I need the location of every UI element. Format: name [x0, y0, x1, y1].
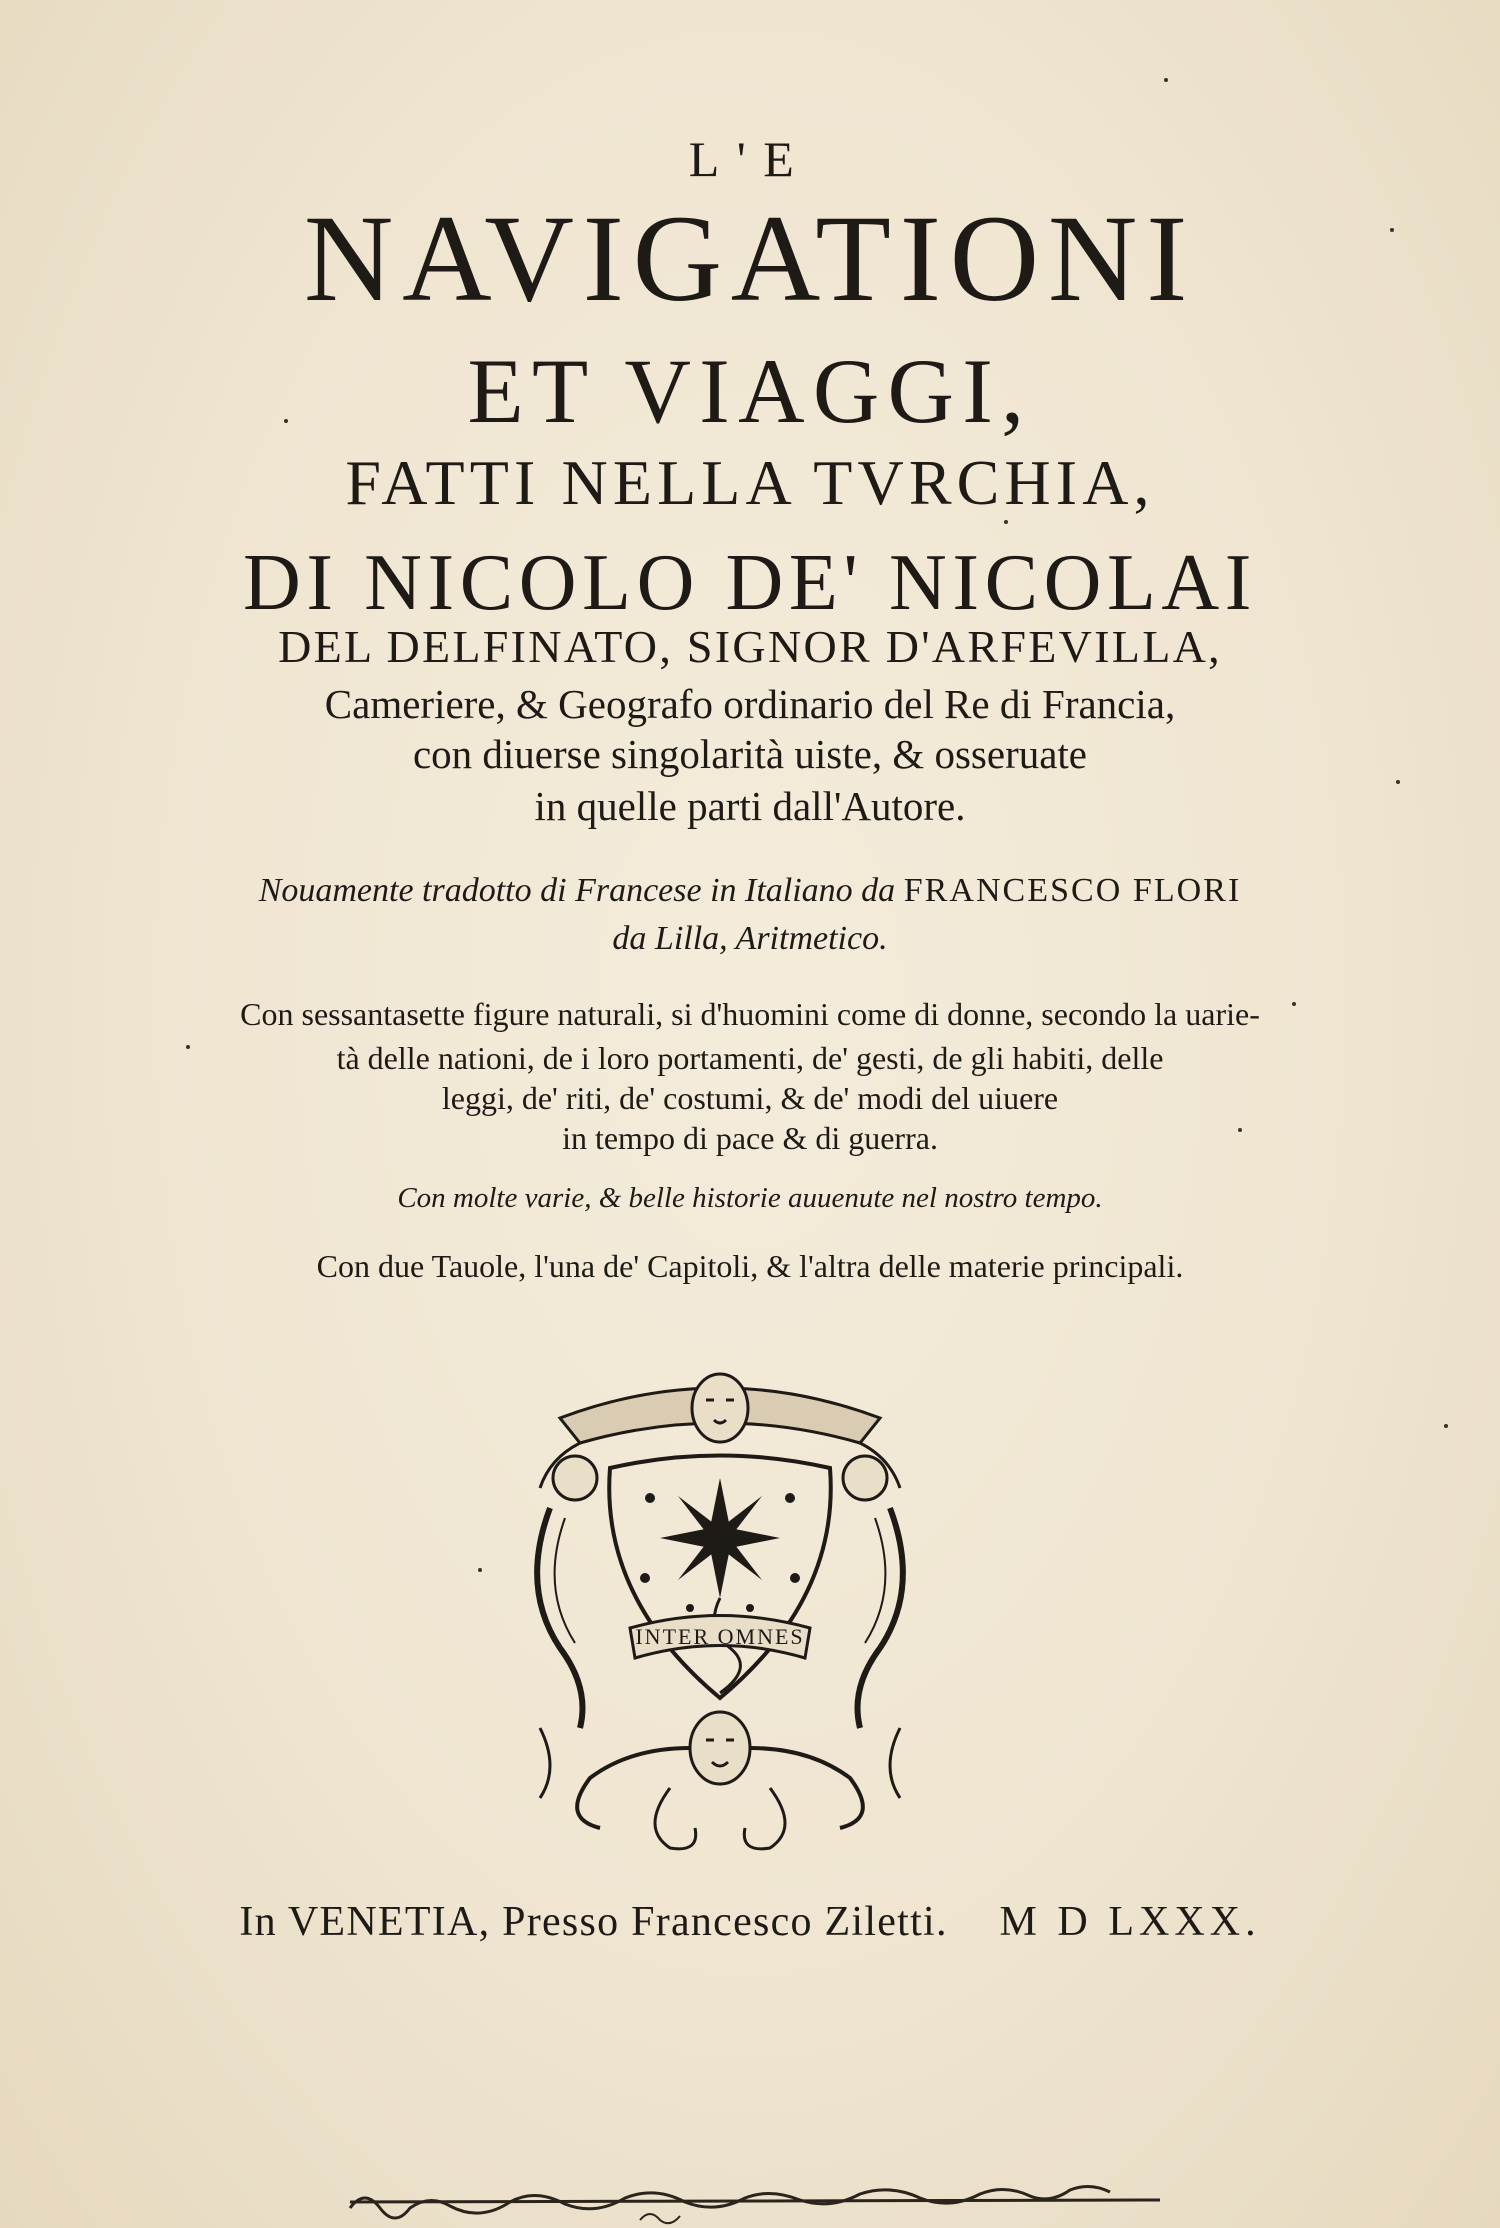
historie-line: Con molte varie, & belle historie auuenute nel nostro tempo. [397, 1182, 1103, 1214]
title-viaggi: ET VIAGGI, [467, 340, 1033, 442]
translator-italic: Nouamente tradotto di Francese in Italiano da [258, 872, 896, 909]
handwritten-signature-icon [340, 2180, 1170, 2228]
printers-mark-icon [520, 1348, 920, 1858]
figures-line-4: in tempo di pace & di guerra. [562, 1120, 938, 1156]
title-article: L'E [688, 131, 812, 187]
translator-line-2: da Lilla, Aritmetico. [612, 920, 888, 957]
title-fatti: FATTI NELLA TVRCHIA, [345, 447, 1155, 518]
svg-text:INTER OMNES: INTER OMNES [635, 1624, 805, 1649]
title-main: NAVIGATIONI [303, 190, 1197, 327]
author-origin: DEL DELFINATO, SIGNOR D'ARFEVILLA, [278, 621, 1222, 672]
translator-name: FRANCESCO FLORI [903, 872, 1242, 909]
figures-line-2: tà delle nationi, de i loro portamenti, de' gesti, de gli habiti, delle [336, 1040, 1164, 1076]
imprint-year: M D LXXX. [999, 1899, 1261, 1945]
author-title: Cameriere, & Geografo ordinario del Re di Francia, [324, 681, 1176, 727]
imprint-place: In VENETIA, [239, 1899, 491, 1945]
subtitle-line-2: in quelle parti dall'Autore. [534, 783, 966, 829]
tauole-line: Con due Tauole, l'una de' Capitoli, & l'altra delle materie principali. [316, 1248, 1184, 1284]
imprint-printer: Presso Francesco Ziletti. [502, 1899, 948, 1945]
figures-line-1: Con sessantasette figure naturali, si d'huomini come di donne, secondo la uarie- [240, 996, 1260, 1032]
author-name: DI NICOLO DE' NICOLAI [242, 539, 1258, 627]
imprint-line [0, 1898, 1500, 1946]
figures-line-3: leggi, de' riti, de' costumi, & de' modi del uiuere [441, 1080, 1059, 1116]
translator-line-1 [0, 872, 1500, 910]
subtitle-line-1: con diuerse singolarità uiste, & osseruate [412, 731, 1088, 777]
